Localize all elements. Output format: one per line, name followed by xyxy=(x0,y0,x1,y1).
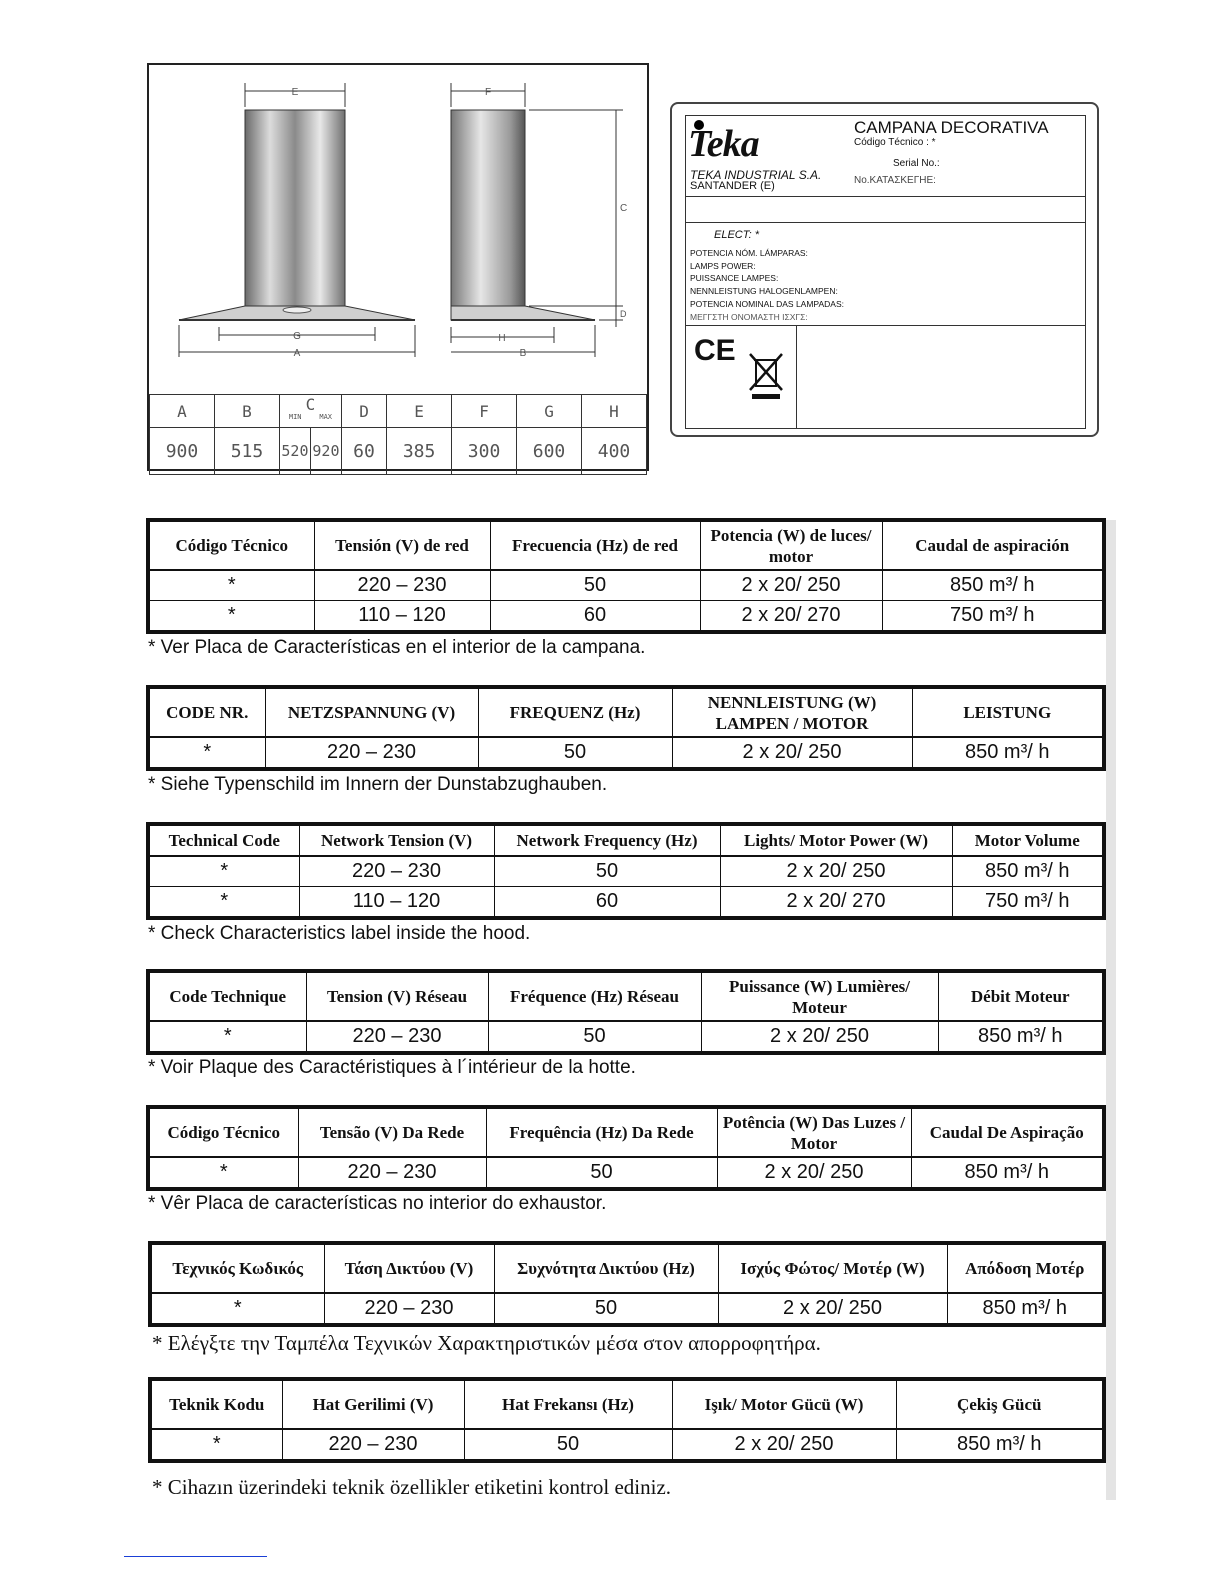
table-cell: * xyxy=(148,1157,298,1189)
table-cell: 2 x 20/ 270 xyxy=(720,887,952,919)
dim-letter-f: F xyxy=(484,87,492,98)
table-note-es: * Ver Placa de Características en el interior de la campana. xyxy=(148,637,646,658)
spec-table-gr xyxy=(148,1241,1106,1327)
dim-value-h: 400 xyxy=(582,428,647,475)
col-header: Frequência (Hz) Da Rede xyxy=(486,1107,717,1157)
dim-value-g: 600 xyxy=(517,428,582,475)
table-cell: 220 – 230 xyxy=(265,737,478,769)
spec-table-de xyxy=(146,685,1106,771)
teka-logo: Teka xyxy=(688,123,759,165)
table-cell: 220 – 230 xyxy=(298,1157,486,1189)
dim-letter-d: D xyxy=(620,309,627,319)
table-note-gr: * Ελέγξτε την Ταμπέλα Τεχνικών Χαρακτηριστικών μέσα στον απορροφητήρα. xyxy=(152,1331,821,1355)
company-name: TEKA INDUSTRIAL S.A. xyxy=(690,168,822,182)
table-cell: 50 xyxy=(486,1157,717,1189)
spec-table-es xyxy=(146,518,1106,634)
hood-diagram xyxy=(149,65,647,395)
table-cell: * xyxy=(148,737,265,769)
dim-header-c-label: C xyxy=(305,395,316,414)
dim-value-c-max: 920 xyxy=(310,428,341,475)
col-header: Tension (V) Réseau xyxy=(306,971,488,1021)
table-cell: 50 xyxy=(494,856,720,887)
footnote-rule xyxy=(124,1556,267,1557)
dim-header-d: D xyxy=(341,395,386,428)
plate-divider-v xyxy=(796,325,797,428)
table-cell: 60 xyxy=(494,887,720,919)
table-note-tr: * Cihazın üzerindeki teknik özellikler etiketini kontrol ediniz. xyxy=(152,1475,672,1499)
table-cell: * xyxy=(150,1293,324,1325)
table-row xyxy=(148,737,1104,769)
table-cell: 60 xyxy=(490,601,700,633)
table-cell: 220 – 230 xyxy=(306,1021,488,1053)
plate-title: CAMPANA DECORATIVA xyxy=(854,118,1049,137)
table-cell: * xyxy=(148,887,299,919)
col-header: Puissance (W) Lumières/ Moteur xyxy=(701,971,938,1021)
col-header: Potencia (W) de luces/ motor xyxy=(700,520,882,570)
plate-serial: Serial No.: xyxy=(893,158,940,169)
plate-divider-2 xyxy=(686,222,1085,223)
table-row xyxy=(148,856,1104,887)
dim-header-a: A xyxy=(150,395,215,428)
table-cell: * xyxy=(148,601,314,633)
table-cell: 220 – 230 xyxy=(314,570,490,601)
col-header: CODE NR. xyxy=(148,687,265,737)
col-header: Τεχνικός Κωδικός xyxy=(150,1243,324,1293)
table-note-de: * Siehe Typenschild im Innern der Dunstabzughauben. xyxy=(148,774,608,795)
col-header: Motor Volume xyxy=(952,824,1104,856)
col-header: Hat Gerilimi (V) xyxy=(282,1379,464,1429)
dim-letter-e: E xyxy=(291,87,299,98)
table-cell: 110 – 120 xyxy=(314,601,490,633)
lamp-line: PUISSANCE LAMPES: xyxy=(690,273,779,284)
col-header: Network Frequency (Hz) xyxy=(494,824,720,856)
table-row xyxy=(150,1293,1104,1325)
table-row xyxy=(148,570,1104,601)
table-cell: 220 – 230 xyxy=(299,856,494,887)
rating-plate xyxy=(670,102,1099,437)
col-header: LEISTUNG xyxy=(912,687,1104,737)
lamp-line: ΜΕΓΓΣΤΗ ΟΝΟΜΑΣΤΗ ΙΣΧΓΣ: xyxy=(690,311,808,322)
table-cell: * xyxy=(148,856,299,887)
col-header: Ισχύς Φώτος/ Μοτέρ (W) xyxy=(718,1243,947,1293)
dim-value-f: 300 xyxy=(452,428,517,475)
dim-header-f: F xyxy=(452,395,517,428)
table-cell: 220 – 230 xyxy=(324,1293,494,1325)
spec-table-fr xyxy=(146,969,1106,1055)
table-cell: 110 – 120 xyxy=(299,887,494,919)
col-header: FREQUENZ (Hz) xyxy=(478,687,672,737)
table-cell: 50 xyxy=(464,1429,672,1461)
front-view xyxy=(179,83,415,359)
table-cell: 850 m³/ h xyxy=(912,737,1104,769)
table-row xyxy=(148,601,1104,633)
dim-letter-g: G xyxy=(293,331,301,342)
table-cell: 50 xyxy=(488,1021,701,1053)
table-cell: 850 m³/ h xyxy=(882,570,1104,601)
table-cell: 2 x 20/ 250 xyxy=(720,856,952,887)
plate-divider-3 xyxy=(686,325,1085,326)
spec-table-tr xyxy=(148,1377,1106,1463)
dim-header-h: H xyxy=(582,395,647,428)
lamp-line: POTENCIA NÓM. LÁMPARAS: xyxy=(690,248,808,258)
table-cell: 750 m³/ h xyxy=(952,887,1104,919)
table-cell: 50 xyxy=(490,570,700,601)
table-cell: 2 x 20/ 250 xyxy=(672,1429,896,1461)
lamp-line: LAMPS POWER: xyxy=(690,260,756,271)
table-note-pt: * Vêr Placa de características no interior do exhaustor. xyxy=(148,1193,607,1214)
lamp-line: NENNLEISTUNG HALOGENLAMPEN: xyxy=(690,286,838,297)
col-header: Débit Moteur xyxy=(938,971,1104,1021)
table-cell: 2 x 20/ 250 xyxy=(717,1157,911,1189)
dim-header-c xyxy=(279,395,341,428)
table-cell: 2 x 20/ 270 xyxy=(700,601,882,633)
table-cell: 2 x 20/ 250 xyxy=(718,1293,947,1325)
table-cell: * xyxy=(148,1021,306,1053)
dim-value-c-min: 520 xyxy=(279,428,310,475)
table-cell: * xyxy=(148,570,314,601)
table-cell: 850 m³/ h xyxy=(911,1157,1104,1189)
table-cell: 850 m³/ h xyxy=(952,856,1104,887)
table-row xyxy=(148,887,1104,919)
col-header: Teknik Kodu xyxy=(150,1379,282,1429)
col-header: Código Técnico xyxy=(148,1107,298,1157)
table-note-en: * Check Characteristics label inside the hood. xyxy=(148,923,531,944)
plate-divider-1 xyxy=(686,196,1085,197)
dim-header-g: G xyxy=(517,395,582,428)
col-header: Frecuencia (Hz) de red xyxy=(490,520,700,570)
page-edge-shade xyxy=(1106,520,1116,1500)
col-header: NETZSPANNUNG (V) xyxy=(265,687,478,737)
plate-serial-greek: No.ΚΑΤΑΣΚΕΓΗΕ: xyxy=(854,175,936,186)
side-view xyxy=(451,83,627,359)
col-header: Çekiş Gücü xyxy=(896,1379,1104,1429)
company-city: SANTANDER (E) xyxy=(690,180,775,192)
col-header: Lights/ Motor Power (W) xyxy=(720,824,952,856)
table-row xyxy=(148,1021,1104,1053)
col-header: Tensão (V) Da Rede xyxy=(298,1107,486,1157)
col-header: Απόδοση Μοτέρ xyxy=(947,1243,1104,1293)
plate-lamp-lines xyxy=(690,247,844,323)
col-header: Caudal de aspiración xyxy=(882,520,1104,570)
dim-letter-h: H xyxy=(498,333,506,344)
dim-value-a: 900 xyxy=(150,428,215,475)
table-cell: * xyxy=(150,1429,282,1461)
table-cell: 220 – 230 xyxy=(282,1429,464,1461)
col-header: Fréquence (Hz) Réseau xyxy=(488,971,701,1021)
table-cell: 2 x 20/ 250 xyxy=(700,570,882,601)
col-header: Hat Frekansı (Hz) xyxy=(464,1379,672,1429)
col-header: Tensión (V) de red xyxy=(314,520,490,570)
weee-bin-icon xyxy=(748,352,784,400)
dim-letter-a: A xyxy=(293,348,301,359)
plate-code: Código Técnico : * xyxy=(854,137,936,148)
dimension-table xyxy=(149,394,647,475)
table-cell: 850 m³/ h xyxy=(896,1429,1104,1461)
col-header: Network Tension (V) xyxy=(299,824,494,856)
col-header: Technical Code xyxy=(148,824,299,856)
dim-value-e: 385 xyxy=(387,428,452,475)
plate-elect: ELECT: * xyxy=(714,229,760,241)
table-cell: 850 m³/ h xyxy=(947,1293,1104,1325)
table-cell: 50 xyxy=(478,737,672,769)
col-header: Işık/ Motor Gücü (W) xyxy=(672,1379,896,1429)
dim-letter-b: B xyxy=(519,348,527,359)
table-cell: 2 x 20/ 250 xyxy=(701,1021,938,1053)
table-cell: 750 m³/ h xyxy=(882,601,1104,633)
hood-dimension-drawing xyxy=(147,63,649,471)
table-row xyxy=(150,1429,1104,1461)
table-row xyxy=(148,1157,1104,1189)
col-header: Código Técnico xyxy=(148,520,314,570)
dim-header-e: E xyxy=(387,395,452,428)
table-cell: 2 x 20/ 250 xyxy=(672,737,912,769)
table-cell: 850 m³/ h xyxy=(938,1021,1104,1053)
col-header: Code Technique xyxy=(148,971,306,1021)
col-header: Τάση Δικτύου (V) xyxy=(324,1243,494,1293)
table-cell: 50 xyxy=(494,1293,718,1325)
col-header: Caudal De Aspiração xyxy=(911,1107,1104,1157)
dim-header-b: B xyxy=(214,395,279,428)
spec-table-pt xyxy=(146,1105,1106,1191)
dim-letter-c: C xyxy=(620,203,628,214)
spec-table-en xyxy=(146,822,1106,920)
col-header: Συχνότητα Δικτύου (Hz) xyxy=(494,1243,718,1293)
table-note-fr: * Voir Plaque des Caractéristiques à l´intérieur de la hotte. xyxy=(148,1057,636,1078)
lamp-line: POTENCIA NOMINAL DAS LAMPADAS: xyxy=(690,298,844,309)
col-header: Potência (W) Das Luzes / Motor xyxy=(717,1107,911,1157)
dim-max-label: MAX xyxy=(319,413,333,421)
dim-value-d: 60 xyxy=(341,428,386,475)
ce-mark: CE xyxy=(694,334,736,367)
dim-min-label: MIN xyxy=(288,413,302,421)
col-header: NENNLEISTUNG (W) LAMPEN / MOTOR xyxy=(672,687,912,737)
dim-value-b: 515 xyxy=(214,428,279,475)
